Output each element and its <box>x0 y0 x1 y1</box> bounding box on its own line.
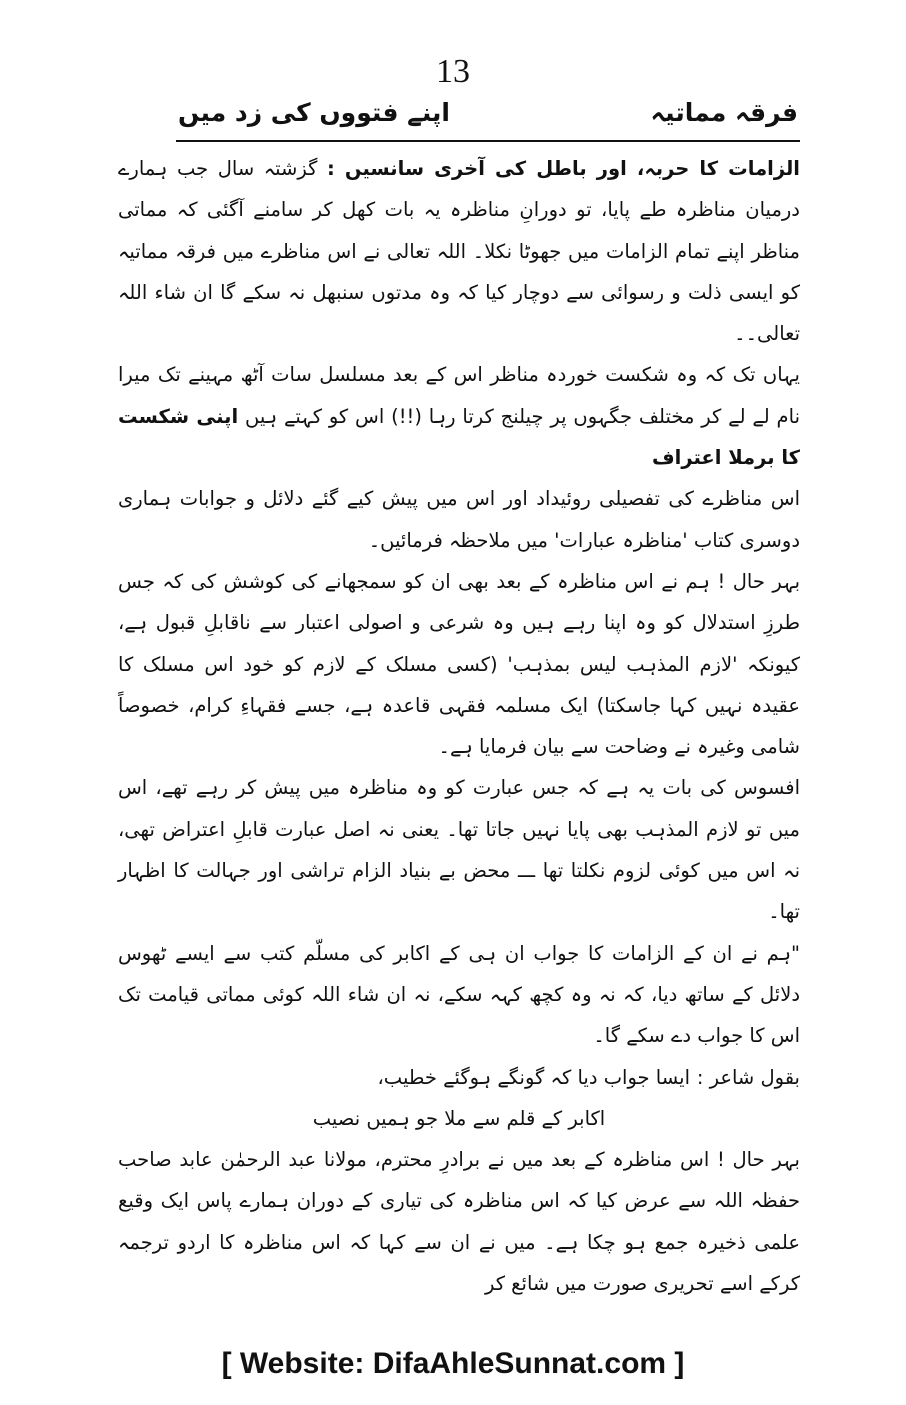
verse-label: بقول شاعر : <box>696 1065 800 1089</box>
verse-line-2: اکابر کے قلم سے ملا جو ہمیں نصیب <box>312 1106 606 1130</box>
paragraph-3: اس مناظرے کی تفصیلی روئیداد اور اس میں پیش کیے گئے دلائل و جوابات ہماری دوسری کتاب 'مناظرہ عبارات' میں ملاحظہ فرمائیں۔ <box>118 487 800 552</box>
closing-paragraph: بہر حال ! اس مناظرہ کے بعد میں نے برادرِ محترم، مولانا عبد الرحمٰن عابد صاحب حفظہ اللہ سے عرض کیا کہ اس مناظرہ کی تیاری کے دوران ہمارے پاس ایک وقیع علمی ذخیرہ جمع ہو چکا ہے۔ میں نے ان سے کہا کہ اس مناظرہ کا اردو ترجمہ کرکے اسے تحریری صورت میں شائع کر <box>118 1148 800 1296</box>
paragraph-5: افسوس کی بات یہ ہے کہ جس عبارت کو وہ مناظرہ میں پیش کر رہے تھے، اس میں تو لازم المذہب بھی پایا نہیں جاتا تھا۔ یعنی نہ اصل عبارت قابلِ اعتراض تھی، نہ اس میں کوئی لزوم نکلتا تھا ـــ محض بے بنیاد الزام تراشی اور جہالت کا اظہار تھا۔ <box>118 776 800 924</box>
paragraph-4: بہر حال ! ہم نے اس مناظرہ کے بعد بھی ان کو سمجھانے کی کوشش کی کہ جس طرزِ استدلال کو وہ اپنا رہے ہیں وہ شرعی و اصولی اعتبار سے ناقابلِ قبول ہے، کیونکہ 'لازم المذہب لیس بمذہب' (کسی مسلک کے لازم کو خود اس مسلک کا عقیدہ نہیں کہا جاسکتا) ایک مسلمہ فقہی قاعدہ ہے، جسے فقہاءِ کرام، خصوصاً شامی وغیرہ نے وضاحت سے بیان فرمایا ہے۔ <box>118 569 800 759</box>
verse-line-1 <box>118 1057 800 1098</box>
paragraph-text: یہاں تک کہ وہ شکست خوردہ مناظر اس کے بعد مسلسل سات آٹھ مہینے تک میرا نام لے لے کر مختلف جگہوں پر چیلنج کرتا رہا (!!) اس کو کہتے ہیں <box>118 363 800 428</box>
running-header <box>178 96 798 140</box>
page-number: 13 <box>436 53 470 90</box>
page-body <box>118 148 800 1304</box>
paragraph-6: "ہم نے ان کے الزامات کا جواب ان ہی کے اکابر کی مسلّم کتب سے ایسے ٹھوس دلائل کے ساتھ دیا، کہ نہ وہ کچھ کہہ سکے، نہ ان شاء اللہ کوئی مماتی قیامت تک اس کا جواب دے سکے گا۔ <box>118 941 800 1048</box>
paragraph-1 <box>118 148 800 354</box>
header-divider <box>176 140 800 142</box>
section-heading: الزامات کا حربہ، اور باطل کی آخری سانسیں : <box>326 157 800 180</box>
chapter-title: اپنے فتووں کی زد میں <box>178 98 450 127</box>
paragraph-text: گزشتہ سال جب ہمارے درمیان مناظرہ طے پایا، تو دورانِ مناظرہ یہ بات کھل کر سامنے آگئی کہ مماتی مناظر اپنے تمام الزامات میں جھوٹا نکلا۔ اللہ تعالی نے اس مناظرے میں فرقہ مماتیہ کو ایسی ذلت و رسوائی سے دوچار کیا کہ وہ مدتوں سنبھل نہ سکے گا ان شاء اللہ تعالی۔۔ <box>118 157 800 346</box>
verse-text: ایسا جواب دیا کہ گونگے ہوگئے خطیب، <box>377 1065 690 1089</box>
emphasis-text: اپنی شکست کا برملا اعتراف <box>118 404 800 470</box>
book-title: فرقہ مماتیہ <box>650 98 798 127</box>
paragraph-2 <box>118 354 800 478</box>
website-footer: [ Website: DifaAhleSunnat.com ] <box>221 1347 685 1380</box>
